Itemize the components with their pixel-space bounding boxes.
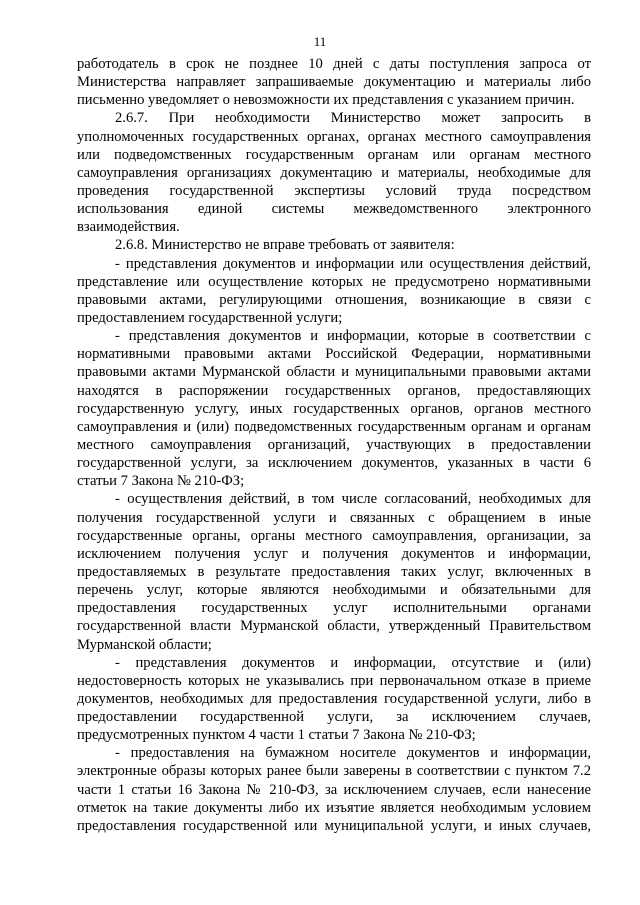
text-line: 2.6.7. При необходимости Министерство может запросить в xyxy=(115,110,591,127)
text-line: отметок на такие документы либо их изъятие является необходимым условием xyxy=(77,799,591,816)
document-body xyxy=(77,55,591,835)
text-line: находятся в распоряжении государственных органов, предоставляющих xyxy=(77,382,591,399)
text-line: государственные органы, органы местного самоуправления, организации, за xyxy=(77,527,591,544)
text-line: предусмотренных пунктом 4 части 1 статьи 7 Закона № 210-ФЗ; xyxy=(77,727,476,744)
text-line: письменно уведомляет о невозможности их представления с указанием причин. xyxy=(77,92,575,109)
text-line: 2.6.8. Министерство не вправе требовать от заявителя: xyxy=(115,237,455,254)
text-line: получения государственной услуги и связанных с обращением в иные xyxy=(77,509,591,526)
text-line: части 1 статьи 16 Закона № 210-ФЗ, за исключением случаев, если нанесение xyxy=(77,781,591,798)
text-line: взаимодействия. xyxy=(77,219,180,236)
text-line: государственной власти Мурманской области, утвержденный Правительством xyxy=(77,618,591,635)
text-line: или подведомственных государственным органам или органам местного xyxy=(77,146,591,163)
text-line: работодатель в срок не позднее 10 дней с даты поступления запроса от xyxy=(77,56,591,72)
text-line: нормативными правовыми актами Российской Федерации, нормативными xyxy=(77,346,591,363)
text-line: самоуправления организациях документацию и материалы, необходимые для xyxy=(77,164,591,181)
text-line: местного самоуправления организаций, участвующих в предоставлении xyxy=(77,436,591,453)
text-line: - осуществления действий, в том числе согласований, необходимых для xyxy=(115,491,591,508)
text-line: перечень услуг, которые являются необходимыми и обязательными для xyxy=(77,582,591,599)
text-line: государственной услуги, за исключением документов, указанных в части 6 xyxy=(77,455,591,472)
text-line: самоуправления и (или) подведомственных государственным органам и органам xyxy=(77,418,591,435)
text-line: - предоставления на бумажном носителе документов и информации, xyxy=(115,745,591,762)
text-line: статьи 7 Закона № 210-ФЗ; xyxy=(77,473,245,490)
text-line: электронные образы которых ранее были заверены в соответствии с пунктом 7.2 xyxy=(77,763,591,780)
text-line: предоставления государственной или муниципальной услуги, и иных случаев, xyxy=(77,817,591,834)
text-line: предоставления государственных услуг исполнительными органами xyxy=(77,600,591,617)
text-line: - представления документов и информации, отсутствие и (или) xyxy=(115,654,591,671)
page-number: 11 xyxy=(313,34,327,49)
text-line: правовыми актами Мурманской области и муниципальными правовыми актами xyxy=(77,364,591,381)
text-line: исключением получения услуг и получения документов и информации, xyxy=(77,545,591,562)
text-line: документов, необходимых для предоставления государственной услуги, либо в xyxy=(77,690,591,707)
text-line: использования единой системы межведомственного электронного xyxy=(77,201,591,218)
text-line: предоставляемых в результате предоставления таких услуг, включенных в xyxy=(77,563,591,580)
text-line: недостоверность которых не указывались при первоначальном отказе в приеме xyxy=(77,672,591,689)
text-line: правовыми актами, регулирующими отношения, возникающие в связи с xyxy=(77,291,591,308)
text-line: Мурманской области; xyxy=(77,636,212,653)
text-line: представление или осуществление которых не предусмотрено нормативными xyxy=(77,273,591,290)
text-line: Министерства направляет запрашиваемые документацию и материалы либо xyxy=(77,74,591,91)
text-line: уполномоченных государственных органах, органах местного самоуправления xyxy=(77,128,591,145)
text-line: - представления документов и информации или осуществления действий, xyxy=(115,255,591,272)
text-line: - представления документов и информации, которые в соответствии с xyxy=(115,328,591,345)
text-line: государственную услугу, иных государственных органов, органов местного xyxy=(77,400,591,417)
text-line: предоставлении государственной услуги, за исключением случаев, xyxy=(77,709,591,726)
text-line: проведения государственной экспертизы условий труда посредством xyxy=(77,182,591,199)
text-line: предоставлением государственной услуги; xyxy=(77,309,343,326)
